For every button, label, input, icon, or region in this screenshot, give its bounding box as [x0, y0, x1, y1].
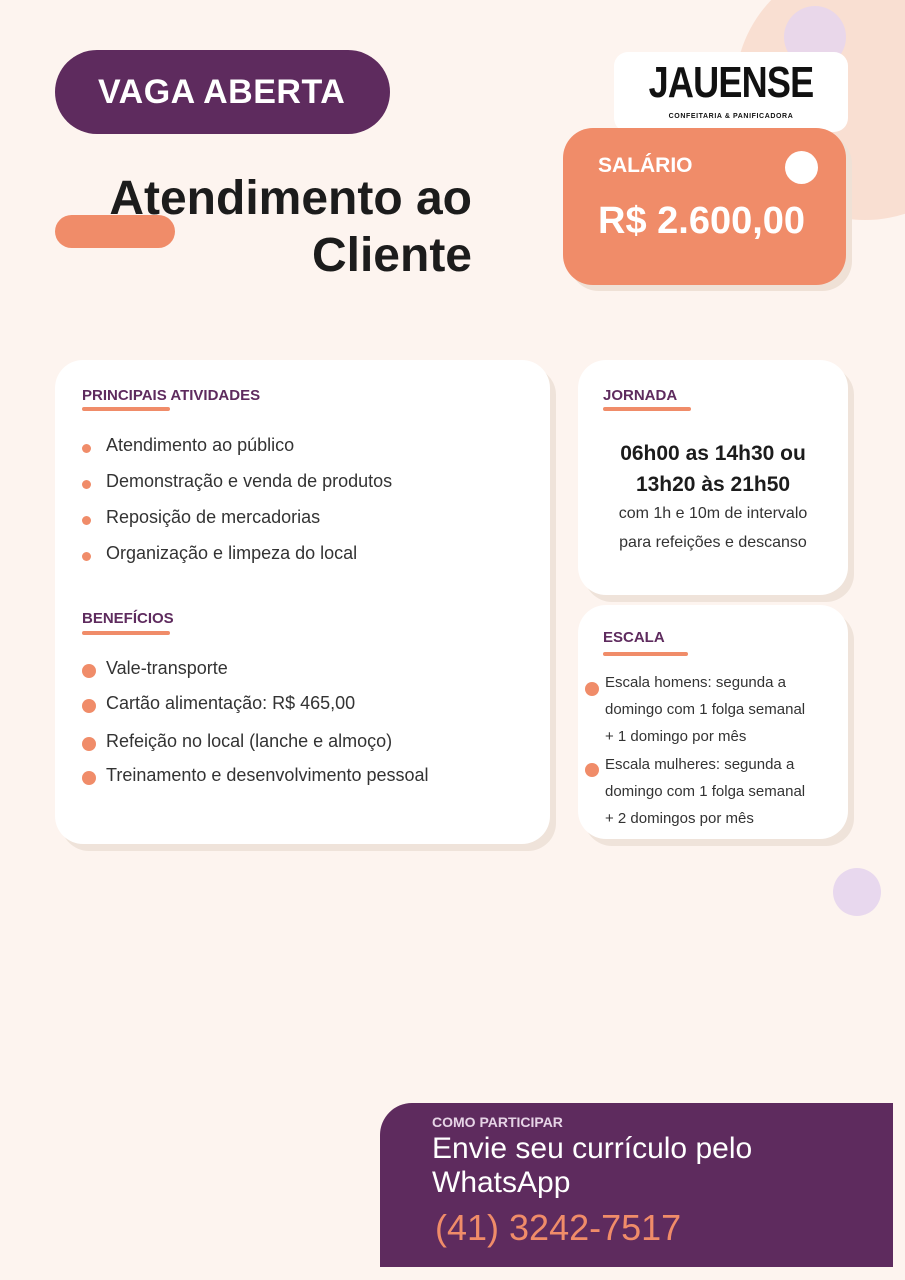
bullet-dot — [82, 771, 96, 785]
logo-tagline: CONFEITARIA & PANIFICADORA — [668, 113, 794, 120]
schedule-hours — [578, 438, 848, 500]
schedule-hours-line1: 06h00 as 14h30 ou — [620, 442, 806, 465]
list-item: Treinamento e desenvolvimento pessoal — [82, 765, 429, 799]
rotation-men: Escala homens: segunda a domingo com 1 folga semanal + 1 domingo por mês — [605, 674, 806, 745]
benefits-underline — [82, 631, 170, 635]
salary-card — [563, 128, 846, 285]
bullet-dot — [585, 763, 599, 777]
logo-wordmark: JAUENSE — [648, 58, 814, 107]
how-to-apply-label: COMO PARTICIPAR — [432, 1114, 563, 1130]
benefits-heading: BENEFÍCIOS — [82, 610, 174, 627]
how-to-apply-instructions: Envie seu currículo pelo WhatsApp — [432, 1132, 753, 1199]
salary-dot-decoration — [785, 151, 818, 184]
list-item: Cartão alimentação: R$ 465,00 — [82, 693, 429, 731]
company-logo — [614, 52, 848, 132]
open-position-label: VAGA ABERTA — [98, 72, 346, 111]
schedule-hours-line2: 13h20 às 21h50 — [635, 473, 791, 496]
shift-rotation-card — [578, 605, 848, 839]
bullet-dot — [82, 552, 91, 561]
salary-label: SALÁRIO — [598, 154, 693, 177]
benefits-list — [82, 658, 429, 799]
list-item: Refeição no local (lanche e almoço) — [82, 731, 429, 765]
activities-underline — [82, 407, 170, 411]
bullet-dot — [82, 480, 91, 489]
activities-heading: PRINCIPAIS ATIVIDADES — [82, 387, 261, 404]
rotation-underline — [603, 652, 688, 656]
schedule-break-note — [578, 499, 848, 557]
schedule-heading: JORNADA — [603, 387, 678, 404]
activities-benefits-card — [55, 360, 550, 844]
bullet-dot — [82, 516, 91, 525]
schedule-note-line2: para refeições e descanso — [619, 534, 807, 551]
schedule-card — [578, 360, 848, 595]
job-title-line2: Cliente — [311, 229, 472, 282]
open-position-badge — [55, 50, 390, 134]
job-title-line1: Atendimento ao — [109, 172, 472, 225]
whatsapp-phone-number[interactable]: (41) 3242-7517 — [435, 1207, 682, 1248]
salary-value: R$ 2.600,00 — [598, 200, 806, 242]
schedule-note-line1: com 1h e 10m de intervalo — [618, 505, 808, 522]
schedule-underline — [603, 407, 691, 411]
decorative-circle-right — [833, 868, 881, 916]
bullet-dot — [82, 737, 96, 751]
activities-list — [82, 435, 392, 579]
list-item: Reposição de mercadorias — [82, 507, 392, 543]
bullet-dot — [82, 444, 91, 453]
rotation-women: Escala mulheres: segunda a domingo com 1 folga semanal + 2 domingos por mês — [605, 756, 806, 827]
list-item: Vale-transporte — [82, 658, 429, 693]
list-item: Atendimento ao público — [82, 435, 392, 471]
rotation-heading: ESCALA — [603, 629, 665, 646]
bullet-dot — [82, 664, 96, 678]
bullet-dot — [585, 682, 599, 696]
bullet-dot — [82, 699, 96, 713]
job-title — [60, 170, 472, 284]
how-to-apply-panel — [380, 1103, 893, 1267]
list-item: Organização e limpeza do local — [82, 543, 392, 579]
list-item: Demonstração e venda de produtos — [82, 471, 392, 507]
